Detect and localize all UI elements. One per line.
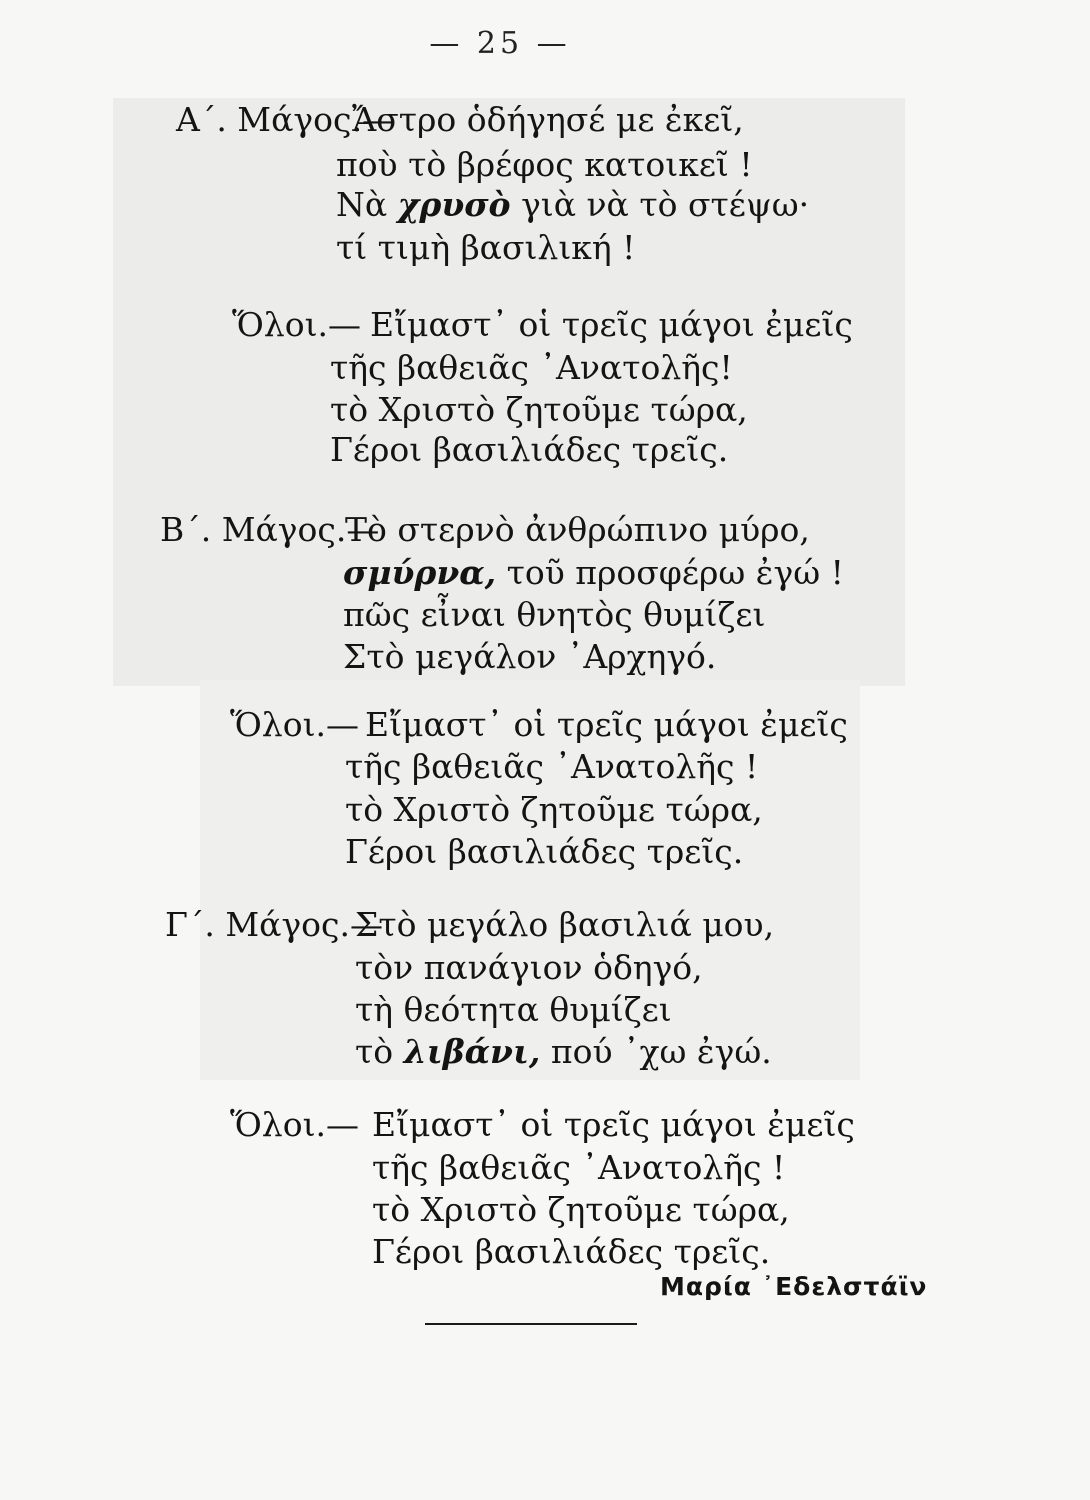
verse-line: τί τιμὴ βασιλική ! xyxy=(336,228,636,267)
author-signature: Μαρία ᾿Εδελστάϊν xyxy=(660,1272,928,1301)
speaker-label: Β΄. Μάγος.— xyxy=(160,510,380,549)
emphasized-word: σμύρνα, xyxy=(343,553,497,592)
verse-line xyxy=(355,1032,772,1071)
verse-line: πῶς εἶναι θνητὸς θυμίζει xyxy=(343,595,766,634)
verse-line: Γέροι βασιλιάδες τρεῖς. xyxy=(330,430,729,469)
verse-line: τῆς βαθειᾶς ᾿Ανατολῆς ! xyxy=(345,747,759,786)
verse-word: τὸ xyxy=(355,1032,394,1071)
verse-line: Στὸ μεγάλο βασιλιά μου, xyxy=(355,905,775,944)
verse-line: Ἄστρο ὁδήγησέ με ἐκεῖ, xyxy=(352,100,744,139)
verse-line: Εἴμαστ᾽ οἱ τρεῖς μάγοι ἐμεῖς xyxy=(365,705,848,744)
speaker-label: Γ΄. Μάγος.— xyxy=(165,905,384,944)
verse-line: τὴ θεότητα θυμίζει xyxy=(355,990,672,1029)
emphasized-word: λιβάνι, xyxy=(403,1032,541,1071)
verse-word: τοῦ προσφέρω ἐγώ ! xyxy=(506,553,844,592)
verse-line: τὸ Χριστὸ ζητοῦμε τώρα, xyxy=(372,1190,790,1229)
verse-line: τῆς βαθειᾶς ᾿Ανατολῆς! xyxy=(330,348,733,387)
speaker-label: Ὅλοι.— xyxy=(230,705,360,744)
verse-line: Στὸ μεγάλον ᾿Αρχηγό. xyxy=(343,637,717,676)
verse-line: Εἴμαστ᾽ οἱ τρεῖς μάγοι ἐμεῖς xyxy=(370,305,853,344)
verse-line: τὸν πανάγιον ὁδηγό, xyxy=(355,948,703,987)
verse-line: ποὺ τὸ βρέφος κατοικεῖ ! xyxy=(336,145,753,184)
speaker-label: Ὅλοι.— xyxy=(232,305,362,344)
divider-rule xyxy=(425,1323,637,1325)
verse-line: τῆς βαθειᾶς ᾿Ανατολῆς ! xyxy=(372,1148,786,1187)
page-number: — 25 — xyxy=(429,26,571,61)
emphasized-word: χρυσὸ xyxy=(397,185,511,224)
verse-word: γιὰ νὰ τὸ στέψω· xyxy=(521,185,810,224)
verse-line: τὸ Χριστὸ ζητοῦμε τώρα, xyxy=(345,790,763,829)
verse-line: Γέροι βασιλιάδες τρεῖς. xyxy=(372,1232,771,1271)
verse-line xyxy=(336,185,809,224)
speaker-label: Ὅλοι.— xyxy=(230,1105,360,1144)
verse-line xyxy=(343,553,844,592)
verse-word: πού ᾽χω ἐγώ. xyxy=(550,1032,772,1071)
verse-line: Τὸ στερνὸ ἀνθρώπινο μύρο, xyxy=(345,510,810,549)
speaker-label: Α΄. Μάγος.— xyxy=(176,100,395,139)
verse-line: Γέροι βασιλιάδες τρεῖς. xyxy=(345,832,744,871)
verse-word: Νὰ xyxy=(336,185,388,224)
verse-line: Εἴμαστ᾽ οἱ τρεῖς μάγοι ἐμεῖς xyxy=(372,1105,855,1144)
verse-line: τὸ Χριστὸ ζητοῦμε τώρα, xyxy=(330,390,748,429)
